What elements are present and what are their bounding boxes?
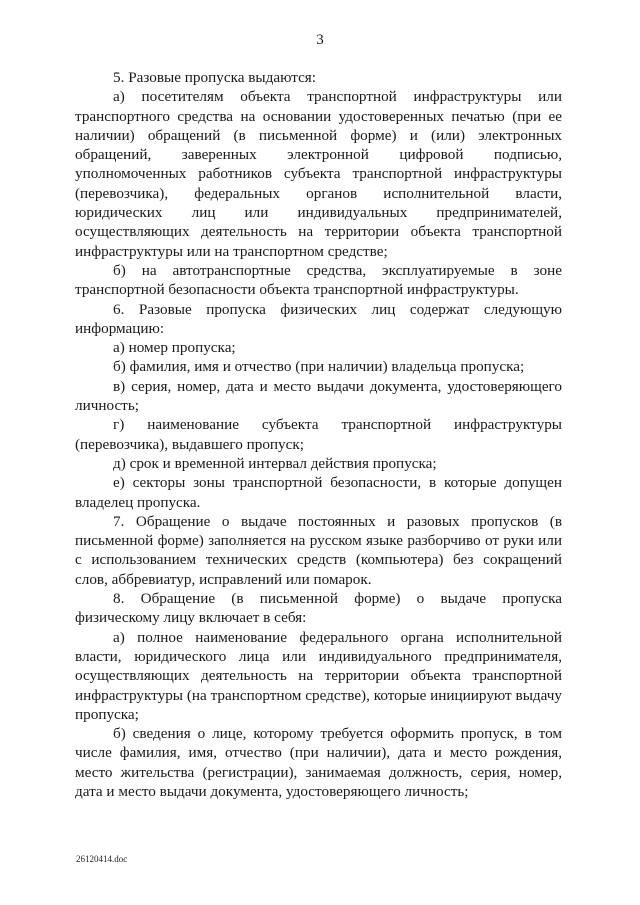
paragraph-8b: б) сведения о лице, которому требуется оформить пропуск, в том числе фамилия, имя, отчество (при наличии), дата и место рождения, место жительства (регистрации), занимаемая должность, серия, номер, дата и место выдачи документа, удостоверяющего личность; [75,725,562,800]
paragraph-6a: а) номер пропуска; [113,339,236,357]
paragraph-5-heading: 5. Разовые пропуска выдаются: [113,69,317,86]
paragraph-6c: в) серия, номер, дата и место выдачи документа, удостоверяющего личность; [75,377,562,415]
paragraph-6b: б) фамилия, имя и отчество (при наличии) владельца пропуска; [113,358,525,376]
paragraph-7: 7. Обращение о выдаче постоянных и разовых пропусков (в письменной форме) заполняется на русском языке разборчиво от руки или с использованием технических средств (компьютера) без сокращений слов, аббревиатур, исправлений или помарок. [75,512,562,588]
page-number: 3 [316,32,324,48]
document-footer-code: 26120414.doc [76,854,128,864]
paragraph-6d: г) наименование субъекта транспортной инфраструктуры (перевозчика), выдавшего пропуск; [75,416,562,453]
paragraph-8-heading: 8. Обращение (в письменной форме) о выдаче пропуска физическому лицу включает в себя: [75,590,562,627]
paragraph-8a: а) полное наименование федерального органа исполнительной власти, юридического лица или индивидуального предпринимателя, осуществляющих деятельность на территории объекта транспортной инфраструктуры (на транспортном средстве), которые инициируют выдачу пропуска; [75,628,562,723]
paragraph-6e: д) срок и временной интервал действия пропуска; [113,454,437,472]
paragraph-6f: е) секторы зоны транспортной безопасности, в которые допущен владелец пропуска. [75,474,562,511]
paragraph-5b: б) на автотранспортные средства, эксплуатируемые в зоне транспортной безопасности объекта транспортной инфраструктуры. [75,261,562,299]
document-body [75,68,562,801]
paragraph-5a: а) посетителям объекта транспортной инфраструктуры или транспортного средства на основании удостоверенных печатью (при ее наличии) обращений (в письменной форме) и (или) электронных обращений, заверенных электронной цифровой подписью, уполномоченных работников субъекта транспортной инфраструктуры (перевозчика), федеральных органов исполнительной власти, юридических лиц или индивидуальных предпринимателей, осуществляющих деятельность на территории объекта транспортной инфраструктуры или на транспортном средстве; [75,88,562,260]
paragraph-6-heading: 6. Разовые пропуска физических лиц содержат следующую информацию: [75,300,562,337]
